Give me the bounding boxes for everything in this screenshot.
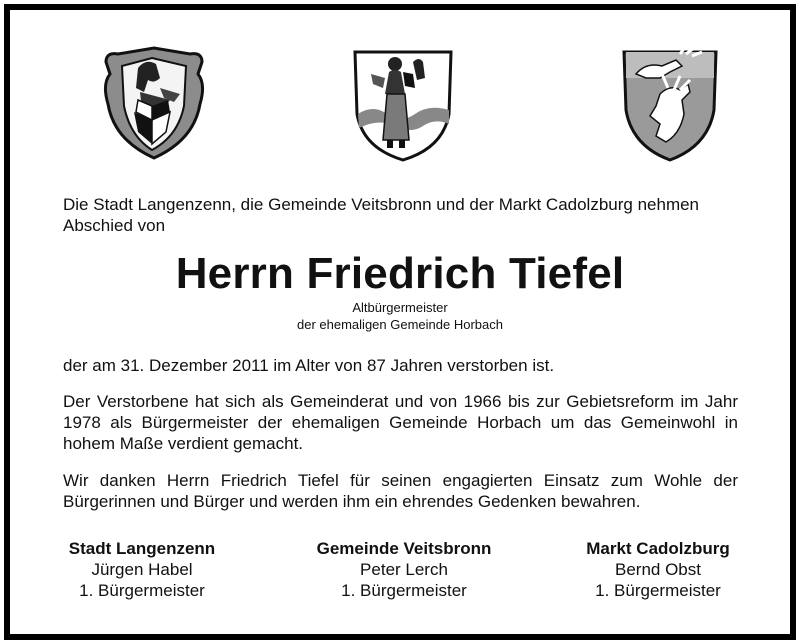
signature-person: Bernd Obst [615, 560, 701, 579]
paragraph-thanks: Wir danken Herrn Friedrich Tiefel für seinen engagierten Einsatz zum Wohle der Bürgerinnen und Bürger und werden ihm ein ehrendes Gedenken bewahren. [63, 471, 738, 511]
signature-person: Jürgen Habel [91, 560, 193, 579]
signature-title: 1. Bürgermeister [79, 581, 205, 600]
signature-langenzenn [32, 538, 252, 601]
signature-title: 1. Bürgermeister [595, 581, 721, 600]
deceased-name: Herrn Friedrich Tiefel [175, 249, 625, 298]
cadolzburg-crest-icon [610, 44, 730, 164]
death-line: der am 31. Dezember 2011 im Alter von 87 Jahren verstorben ist. [63, 356, 555, 375]
langenzenn-crest-icon [94, 44, 214, 164]
signature-veitsbronn [294, 538, 514, 601]
role-line-1: Altbürgermeister [352, 300, 448, 315]
signature-cadolzburg [548, 538, 768, 601]
role-line-2: der ehemaligen Gemeinde Horbach [297, 317, 503, 332]
signature-org: Stadt Langenzenn [68, 539, 216, 558]
signature-org: Gemeinde Veitsbronn [316, 539, 492, 558]
veitsbronn-crest-icon [343, 44, 463, 164]
signature-person: Peter Lerch [360, 560, 448, 579]
signature-org: Markt Cadolzburg [586, 539, 730, 558]
signature-title: 1. Bürgermeister [341, 581, 467, 600]
paragraph-merits: Der Verstorbene hat sich als Gemeinderat und von 1966 bis zur Gebietsreform im Jahr 1978 als Bürgermeister der ehemaligen Gemeinde Horbach um das Gemeinwohl in hohem Maße verdient gemacht. [63, 392, 738, 453]
intro-text: Die Stadt Langenzenn, die Gemeinde Veitsbronn und der Markt Cadolzburg nehmen Abschied von [63, 195, 700, 235]
